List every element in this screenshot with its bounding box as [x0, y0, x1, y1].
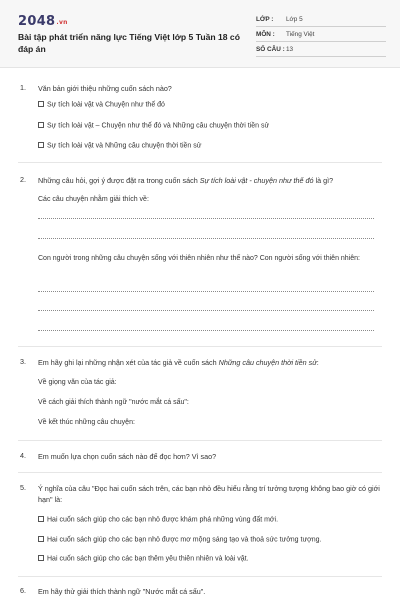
logo-suffix: .vn [56, 19, 68, 26]
question-number: 2. [20, 175, 26, 184]
question-text-part: là gì? [313, 176, 334, 185]
info-divider [256, 56, 386, 57]
info-row-count [256, 42, 386, 56]
answer-option[interactable] [38, 555, 249, 563]
site-logo[interactable] [18, 14, 68, 29]
question-number: 6. [20, 586, 26, 595]
answer-line[interactable] [38, 238, 374, 239]
question-divider [18, 162, 382, 163]
answer-line[interactable] [38, 310, 374, 311]
document-title: Bài tập phát triển năng lực Tiếng Việt lớp 5 Tuần 18 có đáp án [18, 32, 240, 54]
info-label: LỚP : [256, 16, 274, 23]
option-label: Hai cuốn sách giúp cho các bạn thêm yêu thiên nhiên và loài vật. [47, 555, 249, 563]
question-text: Em muốn lựa chọn cuốn sách nào để đọc hơn? Vì sao? [38, 452, 217, 461]
question-text: Ý nghĩa của câu "Đọc hai cuốn sách trên, các bạn nhỏ đều hiểu rằng trí tưởng tượng không bao giờ có giới hạn" là: [38, 484, 380, 504]
info-value: 13 [286, 46, 294, 53]
answer-line[interactable] [38, 291, 374, 292]
question-text [38, 357, 380, 368]
option-label: Hai cuốn sách giúp cho các bạn nhỏ được mơ mộng sáng tạo và thoả sức tưởng tượng. [47, 536, 322, 544]
answer-option[interactable] [38, 101, 165, 109]
question-text: Văn bản giới thiệu những cuốn sách nào? [38, 84, 172, 93]
question-text: Em hãy thử giải thích thành ngữ "Nước mắt cá sấu". [38, 587, 206, 596]
prompt-text: Con người trong những câu chuyện sống với thiên nhiên như thế nào? Con người sống với thiên nhiên: [38, 255, 360, 262]
question-divider [18, 440, 382, 441]
document-header [0, 0, 400, 68]
answer-option[interactable] [38, 516, 278, 524]
checkbox-icon[interactable] [38, 142, 44, 148]
info-row-subject [256, 27, 386, 41]
checkbox-icon[interactable] [38, 536, 44, 542]
prompt-text: Về kết thúc những câu chuyện: [38, 419, 135, 426]
info-value: Lớp 5 [286, 16, 303, 23]
answer-line[interactable] [38, 218, 374, 219]
prompt-text: Về cách giải thích thành ngữ "nước mắt cá sấu": [38, 399, 189, 406]
checkbox-icon[interactable] [38, 516, 44, 522]
question-number: 1. [20, 83, 26, 92]
question-number: 5. [20, 483, 26, 492]
info-label: MÔN : [256, 31, 275, 38]
answer-option[interactable] [38, 122, 269, 130]
option-label: Hai cuốn sách giúp cho các bạn nhỏ được khám phá những vùng đất mới. [47, 516, 279, 524]
answer-option[interactable] [38, 536, 321, 544]
option-label: Sự tích loài vật – Chuyện như thế đó và Những câu chuyện thời tiền sử [47, 122, 270, 130]
info-label: SỐ CÂU : [256, 46, 285, 53]
option-label: Sự tích loài vật và Chuyện như thế đó [47, 101, 165, 109]
question-text-part: : [316, 358, 319, 367]
checkbox-icon[interactable] [38, 122, 44, 128]
info-row-class [256, 12, 386, 26]
prompt-text: Về giọng văn của tác giả: [38, 379, 117, 386]
book-title: Những câu chuyện thời tiền sử [218, 358, 317, 367]
question-text-part: Em hãy ghi lại những nhận xét của tác giả về cuốn sách [38, 358, 219, 367]
book-title: Sự tích loài vật - chuyện như thế đó [199, 176, 314, 185]
checkbox-icon[interactable] [38, 101, 44, 107]
checkbox-icon[interactable] [38, 555, 44, 561]
answer-line[interactable] [38, 330, 374, 331]
question-text-part: Những câu hỏi, gợi ý được đặt ra trong cuốn sách [38, 176, 200, 185]
info-value: Tiếng Việt [286, 31, 315, 38]
question-divider [18, 346, 382, 347]
logo-text: 2048 [18, 14, 56, 29]
question-divider [18, 472, 382, 473]
question-divider [18, 576, 382, 577]
question-number: 3. [20, 357, 26, 366]
answer-option[interactable] [38, 142, 201, 150]
option-label: Sự tích loài vật và Những câu chuyện thời tiền sử [47, 142, 202, 150]
question-number: 4. [20, 451, 26, 460]
question-text [38, 175, 380, 186]
prompt-text: Các câu chuyện nhằm giải thích về: [38, 196, 149, 203]
